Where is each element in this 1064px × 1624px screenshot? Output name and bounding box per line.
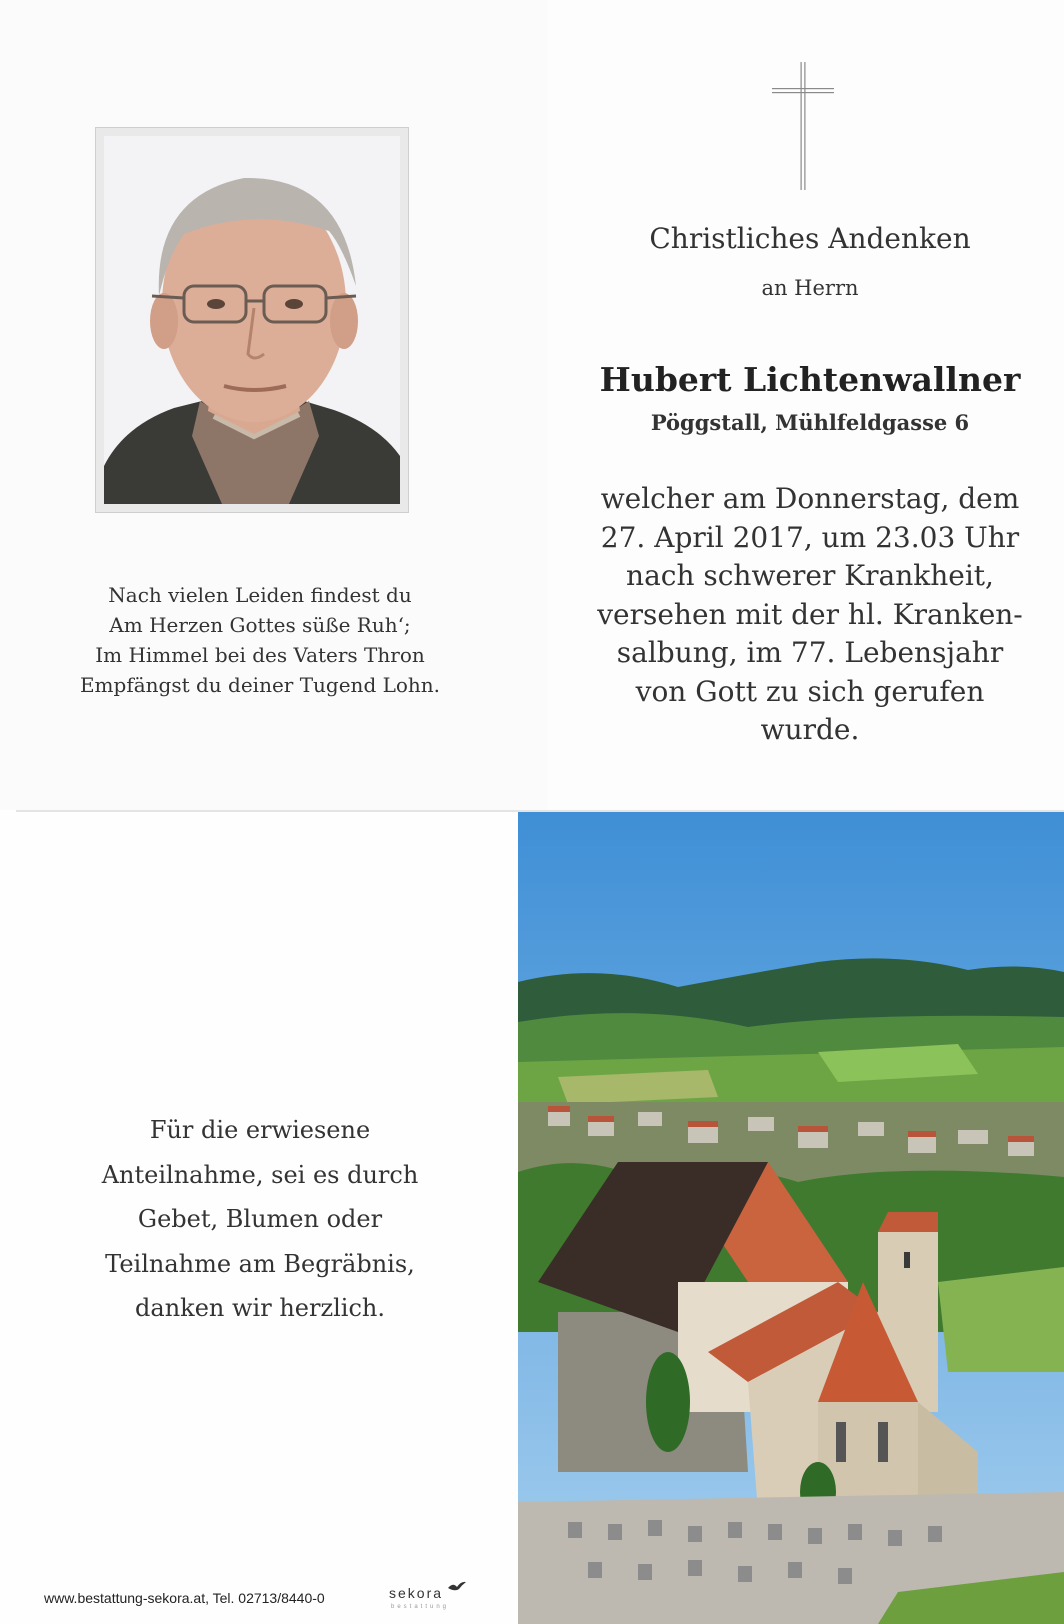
poem-line: Empfängst du deiner Tugend Lohn. — [79, 673, 441, 697]
announcement-line: welcher am Donnerstag, dem — [600, 482, 1020, 515]
portrait-frame — [95, 127, 409, 513]
funeral-home-contact: www.bestattung-sekora.at, Tel. 02713/8440-0 — [44, 1590, 325, 1606]
announcement-line: versehen mit der hl. Kranken- — [597, 597, 1023, 631]
announcement-line: nach schwerer Krankheit, — [626, 559, 994, 592]
church-photo — [518, 812, 1064, 1624]
deceased-address: Pöggstall, Mühlfeldgasse 6 — [650, 410, 970, 435]
poem — [30, 580, 490, 700]
announcement-line: von Gott zu sich gerufen — [635, 674, 985, 708]
portrait-photo — [104, 136, 400, 504]
death-announcement — [580, 480, 1040, 750]
announcement-line: wurde. — [760, 713, 860, 746]
thanks-line: Anteilnahme, sei es durch — [101, 1160, 419, 1189]
bird-icon — [447, 1580, 467, 1594]
funeral-home-logo-text: sekora — [389, 1585, 444, 1601]
thanks-text — [30, 1108, 490, 1331]
poem-line: Im Himmel bei des Vaters Thron — [95, 643, 425, 667]
funeral-home-logo-subtext: bestattung — [391, 1604, 450, 1610]
thanks-line: Für die erwiesene — [149, 1116, 371, 1144]
thanks-line: Teilnahme am Begräbnis, — [105, 1249, 415, 1278]
announcement-line: 27. April 2017, um 23.03 Uhr — [600, 520, 1020, 554]
salutation: an Herrn — [761, 276, 859, 300]
poem-line: Nach vielen Leiden findest du — [108, 583, 412, 607]
announcement-line: salbung, im 77. Lebensjahr — [616, 636, 1004, 669]
deceased-name: Hubert Lichtenwallner — [599, 360, 1021, 399]
poem-line: Am Herzen Gottes süße Ruh‘; — [109, 613, 411, 637]
cross-icon — [772, 62, 834, 190]
thanks-line: Gebet, Blumen oder — [137, 1205, 383, 1233]
heading: Christliches Andenken — [649, 222, 971, 255]
portrait-panel — [0, 0, 548, 810]
thanks-line: danken wir herzlich. — [135, 1294, 385, 1322]
